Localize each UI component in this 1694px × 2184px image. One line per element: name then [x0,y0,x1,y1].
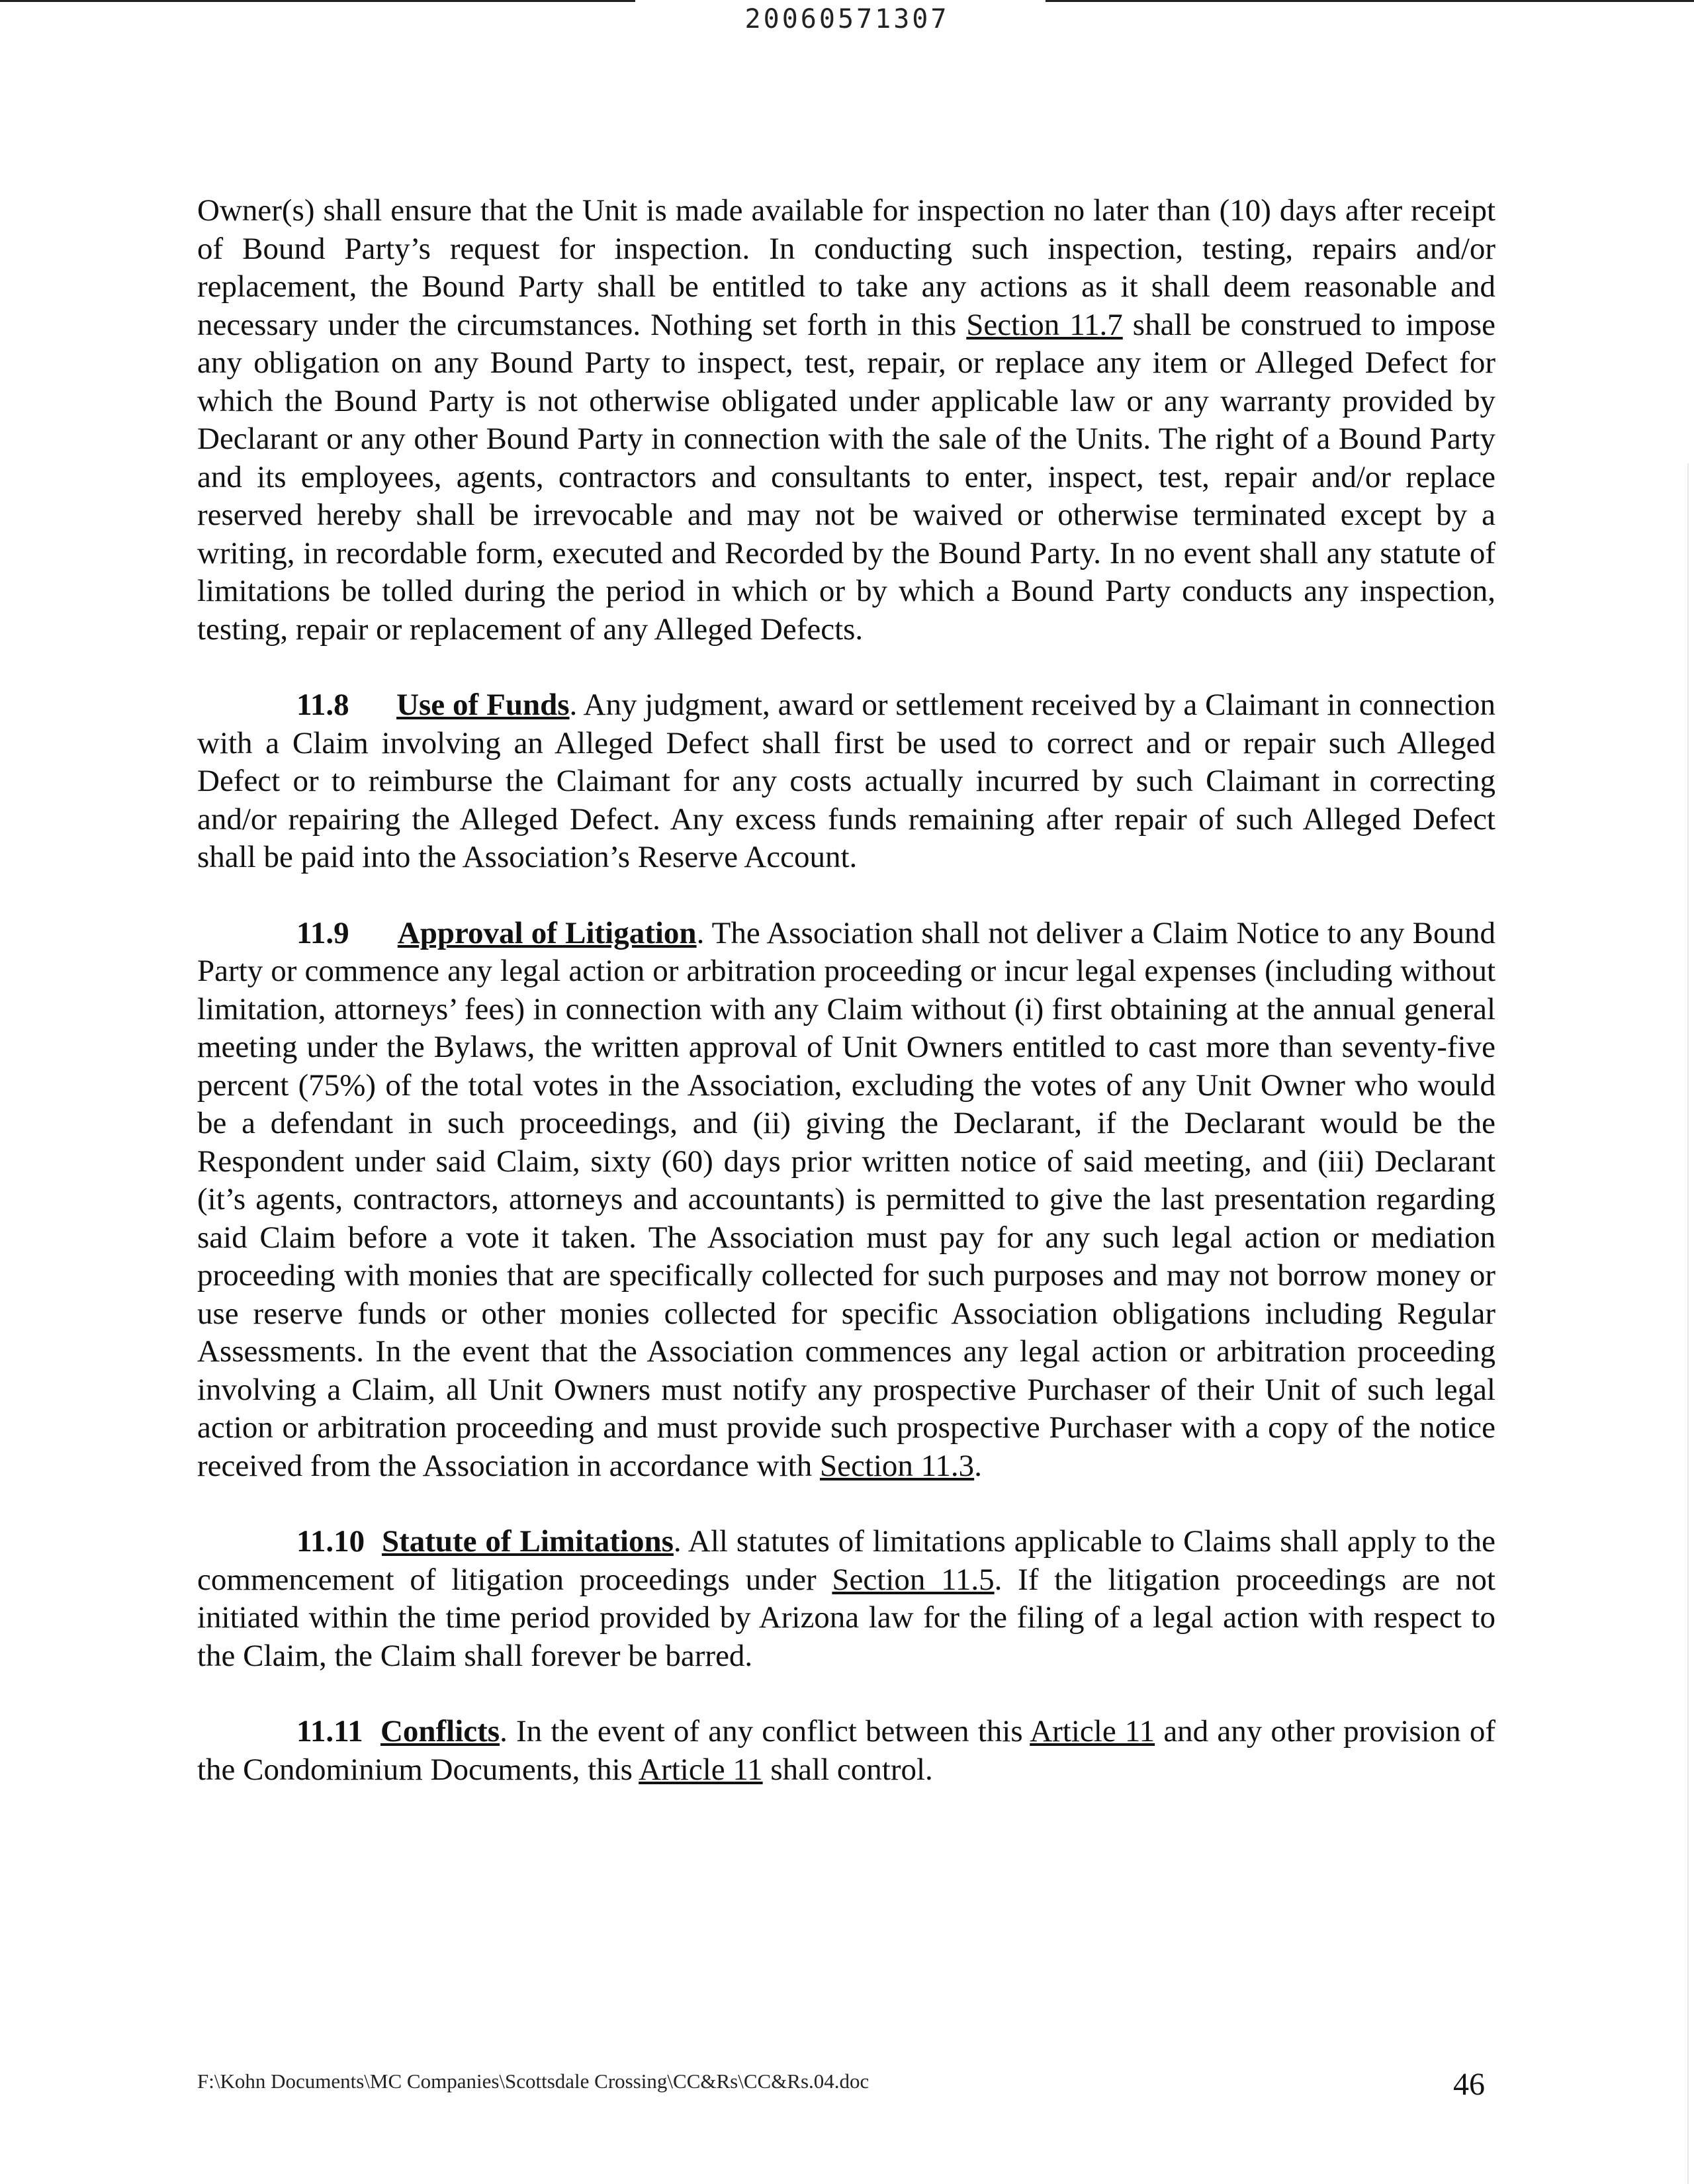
scan-edge-line [1687,463,1689,2184]
section-11-5-reference: Section 11.5 [832,1562,995,1597]
section-11-10-text-1: . All statutes of limitations applicable to Claims shall apply to the commencement of litigation proceedings under [197,1524,1496,1597]
section-11-11-text-2: and any other provision of the Condominium Documents, this [197,1714,1496,1787]
recording-number: 20060571307 [744,4,950,34]
header-rule-left [0,0,635,2]
continuation-text-2: shall be construed to impose any obligation on any Bound Party to inspect, test, repair, or replace any item or Alleged Defect for which the Bound Party is not otherwise obligated under applicable law or any warranty provided by Declarant or any other Bound Party in connection with the sale of the Units. The right of a Bound Party and its employees, agents, contractors and consultants to enter, inspect, test, repair and/or replace reserved hereby shall be irrevocable and may not be waived or otherwise terminated except by a writing, in recordable form, executed and Recorded by the Bound Party. In no event shall any statute of limitations be tolled during the period in which or by which a Bound Party conducts any inspection, testing, repair or replacement of any Alleged Defects. [197,307,1495,647]
footer-file-path: F:\Kohn Documents\MC Companies\Scottsdale Crossing\CC&Rs\CC&Rs.04.doc [197,2070,869,2093]
section-11-9-number: 11.9 [296,915,349,950]
continuation-paragraph [197,192,1495,649]
section-11-3-reference: Section 11.3 [819,1448,975,1483]
section-11-10 [197,1523,1495,1675]
section-11-10-text-2: . If the litigation proceedings are not initiated within the time period provided by Arizona law for the filing of a legal action with respect to the Claim, the Claim shall forever be barred. [197,1562,1495,1673]
section-11-9-end: . [974,1448,982,1483]
section-11-11 [197,1713,1495,1789]
article-11-reference-1: Article 11 [1030,1714,1155,1749]
section-11-11-title: Conflicts [380,1714,500,1749]
document-body [197,192,1495,1827]
section-11-7-reference: Section 11.7 [966,307,1123,342]
section-11-8-number: 11.8 [296,688,349,722]
article-11-reference-2: Article 11 [639,1752,763,1787]
section-11-9-title: Approval of Litigation [397,915,697,950]
section-11-11-number: 11.11 [296,1714,363,1749]
section-11-8 [197,686,1495,877]
section-11-11-text-3: shall control. [762,1752,933,1787]
page-number: 46 [1453,2067,1485,2102]
header-rule-right [1046,0,1694,2]
section-11-11-text-1: . In the event of any conflict between this [500,1714,1030,1749]
section-11-10-title: Statute of Limitations [381,1524,674,1559]
continuation-text-1: Owner(s) shall ensure that the Unit is made available for inspection no later than (10) days after receipt of Bound Party’s request for inspection. In conducting such inspection, testing, repairs and/or replacement, the Bound Party shall be entitled to take any actions as it shall deem reasonable and necessary under the circumstances. Nothing set forth in this [197,193,1495,342]
section-11-10-number: 11.10 [296,1524,365,1559]
section-11-9-text: . The Association shall not deliver a Claim Notice to any Bound Party or commence any legal action or arbitration proceeding or incur legal expenses (including without limitation, attorneys’ fees) in connection with any Claim without (i) first obtaining at the annual general meeting under the Bylaws, the written approval of Unit Owners entitled to cast more than seventy-five percent (75%) of the total votes in the Association, excluding the votes of any Unit Owner who would be a defendant in such proceedings, and (ii) giving the Declarant, if the Declarant would be the Respondent under said Claim, sixty (60) days prior written notice of said meeting, and (iii) Declarant (it’s agents, contractors, attorneys and accountants) is permitted to give the last presentation regarding said Claim before a vote it taken. The Association must pay for any such legal action or mediation proceeding with monies that are specifically collected for such purposes and may not borrow money or use reserve funds or other monies collected for specific Association obligations including Regular Assessments. In the event that the Association commences any legal action or arbitration proceeding involving a Claim, all Unit Owners must notify any prospective Purchaser of their Unit of such legal action or arbitration proceeding and must provide such prospective Purchaser with a copy of the notice received from the Association in accordance with [197,915,1496,1483]
section-11-8-text: . Any judgment, award or settlement received by a Claimant in connection with a Claim involving an Alleged Defect shall first be used to correct and or repair such Alleged Defect or to reimburse the Claimant for any costs actually incurred by such Claimant in correcting and/or repairing the Alleged Defect. Any excess funds remaining after repair of such Alleged Defect shall be paid into the Association’s Reserve Account. [197,688,1495,874]
section-11-9 [197,915,1495,1486]
section-11-8-title: Use of Funds [396,688,570,722]
